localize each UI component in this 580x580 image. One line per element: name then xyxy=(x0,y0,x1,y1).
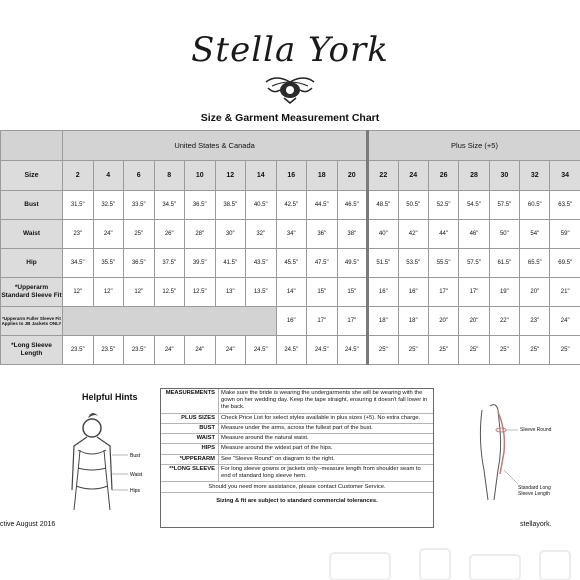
body-measurement-figure xyxy=(60,410,160,520)
measurement-cell: 42.5" xyxy=(276,191,307,220)
measurement-cell: 37.5" xyxy=(154,249,185,278)
measurement-cell: 40" xyxy=(368,220,398,249)
measurement-cell: 50" xyxy=(489,220,519,249)
measurement-row xyxy=(1,278,580,307)
row-label: *Long Sleeve Length xyxy=(1,336,63,365)
bust-label: Bust xyxy=(130,453,141,459)
hint-value: For long sleeve gowns or jackets only--measure length from shoulder seam to end of standard long sleeve hem. xyxy=(221,465,421,480)
measurement-cell: 26" xyxy=(154,220,185,249)
hint-key: BUST xyxy=(161,424,219,433)
hint-key: WAIST xyxy=(161,434,219,443)
row-label: *Upperarm Standard Sleeve Fit xyxy=(1,278,63,307)
sleeve-round-label: Sleeve Round xyxy=(520,427,552,433)
hint-row xyxy=(161,389,433,414)
hint-row xyxy=(161,465,433,482)
measurement-cell: 25" xyxy=(398,336,428,365)
size-chart-table xyxy=(0,130,580,365)
measurement-cell: 36" xyxy=(307,220,338,249)
size-header-cell: 18 xyxy=(307,161,338,191)
measurement-cell: 24" xyxy=(185,336,216,365)
measurement-cell: 41.5" xyxy=(215,249,246,278)
measurement-cell: 24.5" xyxy=(276,336,307,365)
assistance-note: Should you need more assistance, please contact Customer Service. xyxy=(161,482,433,493)
helpful-hints-title: Helpful Hints xyxy=(82,392,138,402)
hint-row xyxy=(161,414,433,424)
group-us: United States & Canada xyxy=(63,131,368,161)
row-label: Waist xyxy=(1,220,63,249)
measurement-row xyxy=(1,191,580,220)
size-header-cell: 28 xyxy=(459,161,489,191)
measurement-cell: 38" xyxy=(337,220,368,249)
hint-value: Check Price List for select styles available in plus sizes (+5). No extra charge. xyxy=(221,414,421,421)
size-header-cell: 26 xyxy=(428,161,458,191)
measurement-cell: 30" xyxy=(215,220,246,249)
measurement-cell: 15" xyxy=(307,278,338,307)
size-header-cell: 6 xyxy=(124,161,155,191)
size-header-cell: 20 xyxy=(337,161,368,191)
measurement-cell: 61.5" xyxy=(489,249,519,278)
measurement-cell: 16" xyxy=(276,307,307,336)
measurement-cell: 46" xyxy=(459,220,489,249)
logo-text: Stella York xyxy=(191,30,389,70)
size-header-cell: 8 xyxy=(154,161,185,191)
group-header-row xyxy=(1,131,580,161)
measurement-cell: 50.5" xyxy=(398,191,428,220)
hint-value: See "Sleeve Round" on diagram to the right. xyxy=(221,455,335,462)
measurement-cell: 54" xyxy=(520,220,550,249)
measurement-cell: 25" xyxy=(368,336,398,365)
measurement-cell: 17" xyxy=(428,278,458,307)
sleeve-length-label: Standard Long Sleeve Length xyxy=(518,485,551,497)
measurement-cell: 43.5" xyxy=(246,249,277,278)
measurement-cell: 69.5" xyxy=(550,249,580,278)
measurement-cell: 28" xyxy=(185,220,216,249)
measurement-cell: 16" xyxy=(368,278,398,307)
measurement-row xyxy=(1,220,580,249)
measurement-cell: 22" xyxy=(489,307,519,336)
hint-key: PLUS SIZES xyxy=(161,414,219,423)
measurement-cell: 44.5" xyxy=(307,191,338,220)
measurement-cell: 57.5" xyxy=(489,191,519,220)
measurement-cell: 20" xyxy=(428,307,458,336)
measurement-cell: 24" xyxy=(550,307,580,336)
measurement-cell: 24" xyxy=(215,336,246,365)
measurement-cell: 38.5" xyxy=(215,191,246,220)
measurement-cell: 23" xyxy=(63,220,94,249)
measurement-cell: 25" xyxy=(124,220,155,249)
measurement-cell: 23.5" xyxy=(63,336,94,365)
hint-value: Measure under the arms, across the fullest part of the bust. xyxy=(221,424,373,431)
measurement-cell: 45.5" xyxy=(276,249,307,278)
hint-key: MEASUREMENTS xyxy=(161,389,219,413)
measurement-cell: 25" xyxy=(550,336,580,365)
measurement-cell: 20" xyxy=(459,307,489,336)
measurement-cell: 18" xyxy=(398,307,428,336)
measurement-cell: 54.5" xyxy=(459,191,489,220)
hint-row xyxy=(161,434,433,444)
measurement-cell: 32.5" xyxy=(93,191,124,220)
size-header-cell: 30 xyxy=(489,161,519,191)
effective-date: ctive August 2016 xyxy=(0,521,56,528)
measurement-cell: 34.5" xyxy=(63,249,94,278)
measurement-cell: 33.5" xyxy=(124,191,155,220)
measurement-cell: 18" xyxy=(368,307,398,336)
measurement-cell: 17" xyxy=(337,307,368,336)
hint-row xyxy=(161,455,433,465)
measurement-cell: 36.5" xyxy=(185,191,216,220)
measurement-cell: 23.5" xyxy=(124,336,155,365)
measurement-cell: 42" xyxy=(398,220,428,249)
measurement-cell: 23" xyxy=(520,307,550,336)
hint-value: Measure around the widest part of the hips. xyxy=(221,445,333,452)
hint-key: **LONG SLEEVE xyxy=(161,465,219,481)
hints-box xyxy=(160,388,434,528)
row-label: Bust xyxy=(1,191,63,220)
measurement-cell: 25" xyxy=(520,336,550,365)
hint-key: HIPS xyxy=(161,444,219,453)
size-header-row xyxy=(1,161,580,191)
size-header-cell: 4 xyxy=(93,161,124,191)
measurement-cell: 15" xyxy=(337,278,368,307)
tolerance-note: Sizing & fit are subject to standard commercial tolerances. xyxy=(216,498,378,505)
measurement-cell: 47.5" xyxy=(307,249,338,278)
chart-title: Size & Garment Measurement Chart xyxy=(200,112,380,124)
measurement-cell: 12.5" xyxy=(185,278,216,307)
measurement-row xyxy=(1,249,580,278)
measurement-cell: 34.5" xyxy=(154,191,185,220)
measurement-cell: 53.5" xyxy=(398,249,428,278)
row-label: Hip xyxy=(1,249,63,278)
measurement-cell: 63.5" xyxy=(550,191,580,220)
measurement-cell: 20" xyxy=(520,278,550,307)
measurement-cell: 24" xyxy=(154,336,185,365)
crest-icon xyxy=(262,72,318,104)
brand-logo xyxy=(190,30,390,105)
measurement-cell: 60.5" xyxy=(520,191,550,220)
measurement-cell: 25" xyxy=(489,336,519,365)
measurement-cell: 23.5" xyxy=(93,336,124,365)
measurement-cell: 59" xyxy=(550,220,580,249)
measurement-cell: 39.5" xyxy=(185,249,216,278)
hint-key: *UPPERARM xyxy=(161,455,219,464)
hint-value: Make sure the bride is wearing the undergarments she will be wearing with the gown on her wedding day. Keep the tape straight, ensuring it doesn't fall lower in the back. xyxy=(221,390,428,411)
measurement-cell: 40.5" xyxy=(246,191,277,220)
measurement-cell: 17" xyxy=(459,278,489,307)
measurement-cell: 13.5" xyxy=(246,278,277,307)
measurement-cell: 24.5" xyxy=(246,336,277,365)
measurement-cell: 21" xyxy=(550,278,580,307)
measurement-cell: 12" xyxy=(63,278,94,307)
waist-label: Waist xyxy=(130,472,143,478)
hint-value: Measure around the natural waist. xyxy=(221,435,309,442)
measurement-cell: 57.5" xyxy=(459,249,489,278)
group-plus: Plus Size (+5) xyxy=(368,131,580,161)
measurement-cell: 19" xyxy=(489,278,519,307)
measurement-cell: 25" xyxy=(459,336,489,365)
hint-row xyxy=(161,424,433,434)
measurement-cell: 12" xyxy=(93,278,124,307)
measurement-cell: 32" xyxy=(246,220,277,249)
measurement-cell: 34" xyxy=(276,220,307,249)
row-label: *Upperarm Fuller Sleeve Fit Applies to JB Jackets ONLY xyxy=(1,307,63,336)
measurement-cell: 36.5" xyxy=(124,249,155,278)
measurement-row xyxy=(1,336,580,365)
group-spacer xyxy=(1,131,63,161)
measurement-cell: 44" xyxy=(428,220,458,249)
size-header-cell: 14 xyxy=(246,161,277,191)
measurement-cell: 24.5" xyxy=(337,336,368,365)
measurement-cell: 13" xyxy=(215,278,246,307)
measurement-cell: 55.5" xyxy=(428,249,458,278)
measurement-cell: 12" xyxy=(124,278,155,307)
measurement-cell: 49.5" xyxy=(337,249,368,278)
size-header-cell: 16 xyxy=(276,161,307,191)
measurement-cell: 24.5" xyxy=(307,336,338,365)
size-header-cell: 32 xyxy=(520,161,550,191)
size-header-cell: 34 xyxy=(550,161,580,191)
size-header-cell: 10 xyxy=(185,161,216,191)
size-header-cell: 2 xyxy=(63,161,94,191)
blank-cell xyxy=(63,307,277,336)
measurement-cell: 12.5" xyxy=(154,278,185,307)
measurement-cell: 46.5" xyxy=(337,191,368,220)
size-header-cell: 12 xyxy=(215,161,246,191)
measurement-cell: 16" xyxy=(398,278,428,307)
measurement-row xyxy=(1,307,580,336)
size-header-cell: 24 xyxy=(398,161,428,191)
size-header-cell: 22 xyxy=(368,161,398,191)
measurement-cell: 14" xyxy=(276,278,307,307)
measurement-cell: 52.5" xyxy=(428,191,458,220)
watermark-decoration xyxy=(0,545,580,580)
website: stellayork. xyxy=(520,521,552,528)
measurement-cell: 35.5" xyxy=(93,249,124,278)
size-header-label: Size xyxy=(1,161,63,191)
measurement-cell: 31.5" xyxy=(63,191,94,220)
hint-row xyxy=(161,444,433,454)
measurement-cell: 25" xyxy=(428,336,458,365)
measurement-cell: 51.5" xyxy=(368,249,398,278)
measurement-cell: 65.5" xyxy=(520,249,550,278)
measurement-cell: 17" xyxy=(307,307,338,336)
measurement-cell: 48.5" xyxy=(368,191,398,220)
hips-label: Hips xyxy=(130,488,141,494)
measurement-cell: 24" xyxy=(93,220,124,249)
